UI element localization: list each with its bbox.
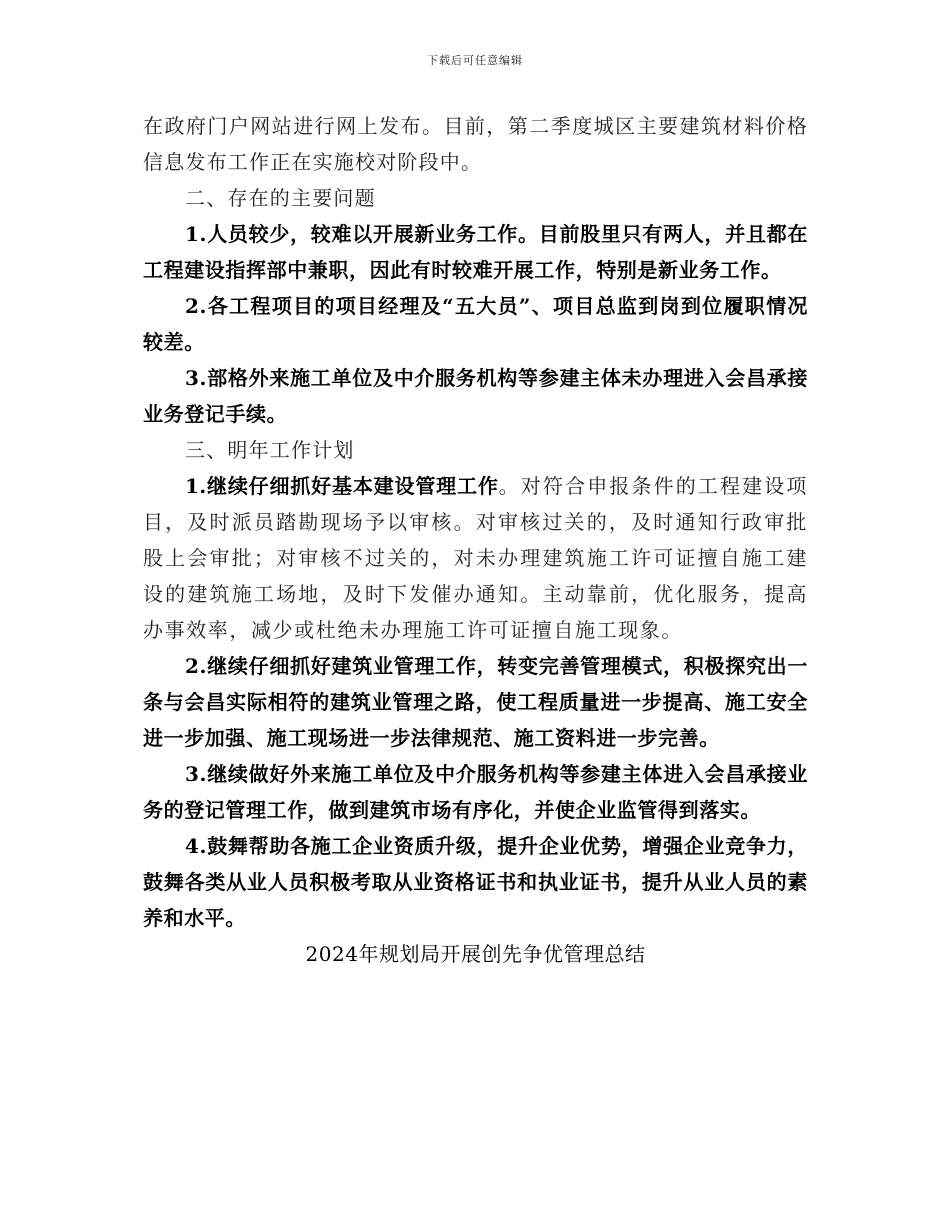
paragraph-plan-1-lead: 1.继续仔细抓好基本建设管理工作 <box>185 474 499 498</box>
paragraph-plan-2: 2.继续仔细抓好建筑业管理工作，转变完善管理模式，积极探究出一条与会昌实际相符的建筑业管理之路，使工程质量进一步提高、施工安全进一步加强、施工现场进一步法律规范、施工资料进一步完善。 <box>143 654 808 750</box>
paragraph-intro: 在政府门户网站进行网上发布。目前，第二季度城区主要建筑材料价格信息发布工作正在实施校对阶段中。 <box>143 114 808 174</box>
paragraph-plan-3: 3.继续做好外来施工单位及中介服务机构等参建主体进入会昌承接业务的登记管理工作，做到建筑市场有序化，并使企业监管得到落实。 <box>143 762 808 822</box>
paragraph-plan-1-body: 。对符合申报条件的工程建设项目，及时派员踏勘现场予以审核。对审核过关的，及时通知行政审批股上会审批；对审核不过关的，对未办理建筑施工许可证擅自施工建设的建筑施工场地，及时下发催办通知。主动靠前，优化服务，提高办事效率，减少或杜绝未办理施工许可证擅自施工现象。 <box>143 474 808 642</box>
paragraph-problem-3: 3.部格外来施工单位及中介服务机构等参建主体未办理进入会昌承接业务登记手续。 <box>143 366 808 426</box>
section-heading-problems: 二、存在的主要问题 <box>185 186 376 210</box>
page-header: 下载后可任意编辑 <box>427 54 523 67</box>
paragraph-plan-1 <box>143 468 808 648</box>
paragraph-problem-1: 1.人员较少，较难以开展新业务工作。目前股里只有两人，并且都在工程建设指挥部中兼职，因此有时较难开展工作，特别是新业务工作。 <box>143 222 808 282</box>
section-heading-plan: 三、明年工作计划 <box>185 438 355 462</box>
paragraph-plan-4: 4.鼓舞帮助各施工企业资质升级，提升企业优势，增强企业竞争力，鼓舞各类从业人员积极考取从业资格证书和执业证书，提升从业人员的素养和水平。 <box>143 834 808 930</box>
closing-title: 2024年规划局开展创先争优管理总结 <box>305 942 646 966</box>
paragraph-problem-2: 2.各工程项目的项目经理及“五大员”、项目总监到岗到位履职情况较差。 <box>143 294 808 354</box>
document-body <box>143 108 808 972</box>
